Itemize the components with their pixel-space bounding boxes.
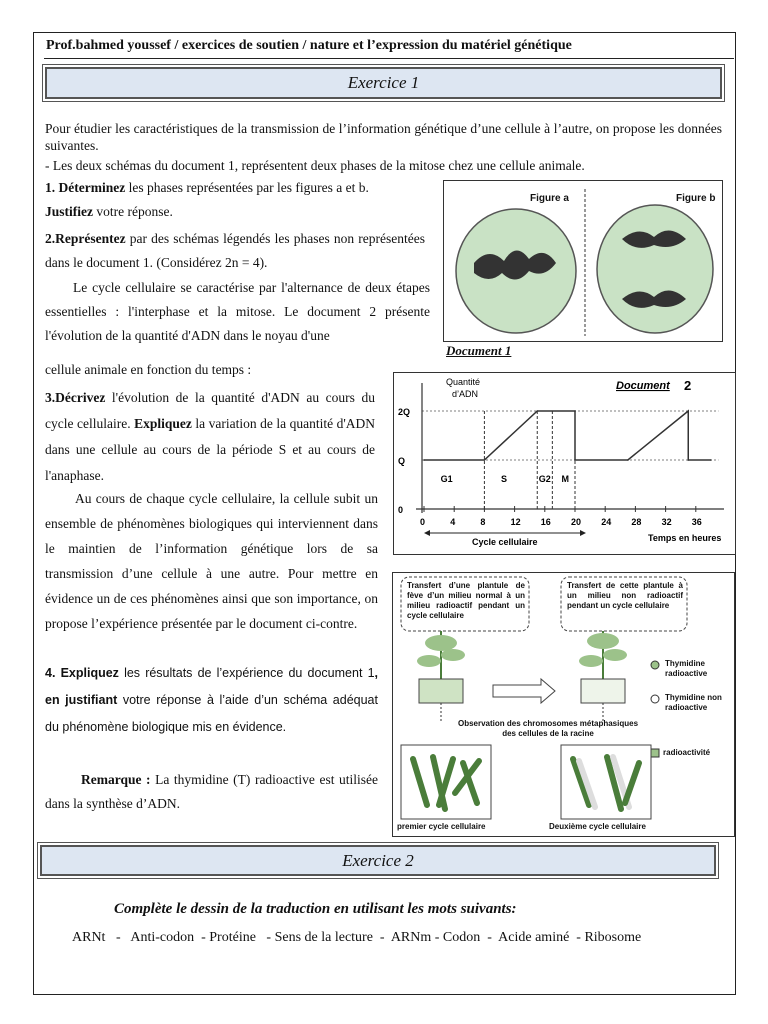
dna-data-point: [687, 410, 689, 412]
question1: [45, 179, 435, 196]
dna-quantity-line: [424, 411, 711, 460]
experiment-figure: [392, 572, 735, 837]
exercise1-banner: [45, 67, 722, 99]
x-tick-label: 36: [691, 517, 702, 527]
arrow-head-left: [424, 530, 430, 536]
page-header: Prof.bahmed youssef / exercices de soutien / nature et l’expression du matériel génétique: [46, 38, 572, 53]
dna-data-point: [536, 410, 538, 412]
legend-nonradio-text: Thymidine non radioactive: [665, 693, 722, 712]
exercise2-instruction: Complète le dessin de la traduction en utilisant les mots suivants:: [114, 901, 517, 917]
legend-activity-text: radioactivité: [663, 748, 711, 757]
x-tick-label: 16: [540, 517, 551, 527]
x-tick-label: 8: [480, 517, 486, 527]
question4-text2: votre réponse à l’aide d’un schéma adéquat du phénomène biologique mis en évidence.: [45, 693, 378, 734]
exercise1-intro: Pour étudier les caractéristiques de la transmission de l’information génétique d’une cellule à l’autre, on propose les données suivantes.: [45, 121, 722, 153]
x-tick-label: 4: [450, 517, 456, 527]
x-tick-label: 24: [601, 517, 612, 527]
experiment-paragraph: Au cours de chaque cycle cellulaire, la cellule subit un ensemble de phénomènes biologiques qui interviennent dans le maintien de l’information génétique lors de sa transmission d’une cellule à une autre. Pour mettre en évidence un de ces phénomènes ainsi que son importance, on propose l’expérience présentée par le document ci-contre.: [45, 491, 378, 631]
question4: [45, 660, 378, 741]
box-left-text: Transfert d’une plantule de fève d’un milieu normal à un milieu radioactif pendant un cycle cellulaire: [407, 581, 525, 620]
remark-text: La thymidine (T) radioactive est utilisée dans la synthèse d’ADN.: [45, 772, 378, 811]
question3-text2: la variation de la quantité d'ADN dans une cellule au cours de la période S et au cours de l'anaphase.: [45, 416, 375, 483]
remark-label: Remarque :: [81, 772, 151, 787]
dna-data-point: [484, 459, 486, 461]
dna-data-point: [423, 459, 425, 461]
legend-radio-icon: [651, 661, 659, 669]
exercise2-banner: [40, 845, 716, 876]
cycle-paragraph: Le cycle cellulaire se caractérise par l'alternance de deux étapes essentielles : l'interphase et la mitose. Le document 2 présente l'évolution de la quantité d'ADN dans le noyau d'une: [45, 280, 430, 343]
x-axis-label: Temps en heures: [648, 533, 722, 543]
question2-text: par des schémas légendés les phases non représentées dans le document 1. (Considérez 2n = 4).: [45, 231, 425, 270]
y-axis-label-2: d’ADN: [452, 389, 479, 399]
y-tick-label: Q: [398, 456, 406, 466]
question4-text1: les résultats de l’expérience du document 1: [118, 666, 375, 680]
y-tick-label: 0: [398, 505, 404, 515]
question3-verb: 3.Décrivez: [45, 390, 106, 405]
x-tick-label: 0: [420, 517, 426, 527]
question1b-verb: Justifiez: [45, 204, 93, 219]
x-tick-label: 12: [510, 517, 521, 527]
dna-data-point: [574, 410, 576, 412]
dna-data-point: [627, 459, 629, 461]
question3-text1: l'évolution de la quantité d'ADN au cours du cycle cellulaire.: [45, 390, 375, 431]
x-tick-label: 20: [571, 517, 582, 527]
observation-text: Observation des chromosomes métaphasiques des cellules de la racine: [457, 719, 639, 738]
header-underline: [44, 58, 734, 59]
question2-verb: 2.Représentez: [45, 231, 126, 246]
question4-verb: 4. Expliquez: [45, 666, 119, 680]
legend-nonradio-icon: [651, 695, 659, 703]
exercise1-title: Exercice 1: [347, 73, 420, 92]
cell-b: [597, 205, 713, 333]
figure-a-label: Figure a: [530, 193, 569, 204]
x-tick-label: 28: [631, 517, 642, 527]
document1-label: Document 1: [446, 343, 512, 358]
figure-b-label: Figure b: [676, 193, 716, 204]
document2-chart: [393, 372, 736, 555]
y-axis-label-1: Quantité: [446, 377, 481, 387]
question3: [45, 385, 375, 489]
question1b: [45, 203, 435, 220]
dna-data-point: [574, 459, 576, 461]
mitosis-drawing: [444, 181, 722, 341]
dna-data-point: [687, 459, 689, 461]
document1-figure: [443, 180, 723, 342]
legend-radio-text: Thymidine radioactive: [665, 659, 708, 678]
phase-label: G2: [538, 474, 551, 485]
remark: [45, 768, 378, 816]
phase-label: G1: [440, 474, 453, 485]
box-right-text: Transfert de cette plantule à un milieu non radioactif pendant un cycle cellulaire: [567, 581, 683, 610]
transfer-arrow: [493, 679, 555, 703]
exercise2-words: ARNt - Anti-codon - Protéine - Sens de la lecture - ARNm - Codon - Acide aminé - Ribosome: [72, 930, 642, 945]
dna-data-point: [710, 459, 712, 461]
question3-verb2: Expliquez: [134, 416, 192, 431]
axis-caption: Cycle cellulaire: [472, 537, 538, 547]
arrow-head-right: [580, 530, 586, 536]
plant-left: [417, 631, 465, 723]
x-tick-label: 32: [661, 517, 672, 527]
exercise2-title: Exercice 2: [342, 851, 414, 870]
document2-label: Document: [616, 380, 670, 392]
exercise1-intro2: - Les deux schémas du document 1, représentent deux phases de la mitose chez une cellule animale.: [45, 158, 585, 173]
plant-right: [579, 631, 627, 723]
question1b-text: votre réponse.: [93, 204, 173, 219]
y-tick-label: 2Q: [398, 407, 411, 417]
question2: [45, 227, 425, 275]
phase-label: M: [561, 474, 569, 485]
question1-text: les phases représentées par les figures a et b.: [125, 180, 369, 195]
caption-first: premier cycle cellulaire: [397, 822, 486, 831]
cycle-paragraph-end: cellule animale en fonction du temps :: [45, 362, 252, 377]
question1-verb: 1. Déterminez: [45, 180, 126, 195]
question4-verb2: , en justifiant: [45, 666, 378, 707]
dna-chart: [394, 373, 735, 554]
document2-number: 2: [684, 378, 692, 393]
caption-second: Deuxième cycle cellulaire: [549, 822, 646, 831]
phase-label: S: [501, 474, 508, 485]
